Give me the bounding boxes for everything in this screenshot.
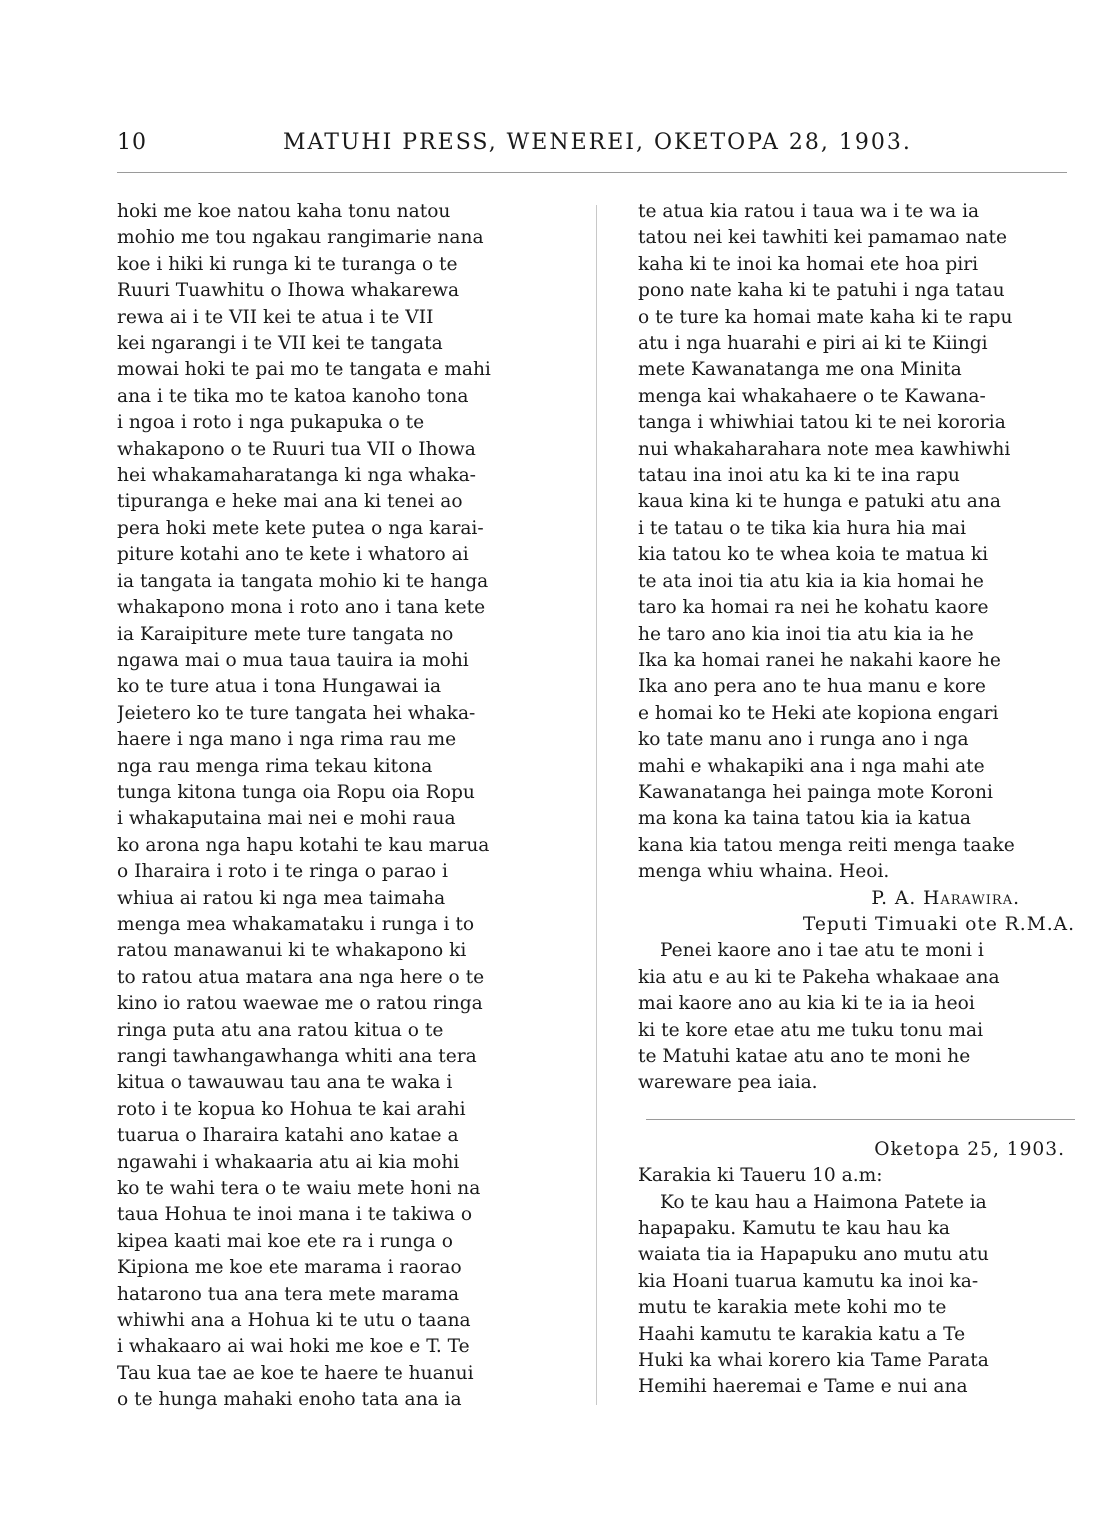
left-column bbox=[117, 199, 549, 1414]
text-line: rangi tawhangawhanga whiti ana tera bbox=[117, 1046, 477, 1067]
signature-name: P. A. Harawira. bbox=[871, 887, 1020, 909]
text-line: kana kia tatou menga reiti menga taake bbox=[638, 834, 1015, 856]
text-line: i ngoa i roto i nga pukapuka o te bbox=[117, 412, 425, 434]
text-line: Jeietero ko te ture tangata hei whaka- bbox=[117, 702, 476, 724]
text-line: menga kai whakahaere o te Kawana- bbox=[638, 385, 986, 407]
text-line: whiwhi ana a Hohua ki te utu o taana bbox=[117, 1310, 471, 1332]
text-line: Karakia ki Taueru 10 a.m: bbox=[638, 1165, 883, 1187]
text-line: koe i hiki ki runga ki te turanga o te bbox=[117, 253, 458, 275]
text-line: kaua kina ki te hunga e patuki atu ana bbox=[638, 491, 1001, 513]
text-line: i te tatau o te tika kia hura hia mai bbox=[638, 517, 967, 539]
text-line: Ika ka homai ranei he nakahi kaore he bbox=[638, 649, 1001, 671]
text-line: hei whakamaharatanga ki nga whaka- bbox=[117, 465, 476, 487]
text-line: Ruuri Tuawhitu o Ihowa whakarewa bbox=[117, 280, 460, 302]
section-separator bbox=[638, 1097, 1075, 1137]
signature-title: Teputi Timuaki ote R.M.A. bbox=[802, 913, 1075, 935]
column-divider bbox=[596, 205, 597, 1405]
page-number: 10 bbox=[117, 130, 147, 155]
text-line: te Matuhi katae atu ano te moni he bbox=[638, 1046, 971, 1067]
text-line: kitua o tawauwau tau ana te waka i bbox=[117, 1072, 453, 1094]
text-line: kaha ki te inoi ka homai ete hoa piri bbox=[638, 253, 979, 275]
text-line: e homai ko te Heki ate kopiona engari bbox=[638, 702, 999, 724]
text-line: mahi e whakapiki ana i nga mahi ate bbox=[638, 755, 985, 777]
text-line: Hemihi haeremai e Tame e nui ana bbox=[638, 1376, 968, 1398]
text-line: kia atu e au ki te Pakeha whakaae ana bbox=[638, 966, 1000, 988]
text-line: he taro ano kia inoi tia atu kia ia he bbox=[638, 623, 974, 645]
text-line: Ika ano pera ano te hua manu e kore bbox=[638, 676, 986, 698]
text-line: ia Karaipiture mete ture tangata no bbox=[117, 623, 454, 645]
text-line: Ko te kau hau a Haimona Patete ia bbox=[660, 1191, 987, 1213]
text-line: Huki ka whai korero kia Tame Parata bbox=[638, 1350, 989, 1372]
text-line: ko arona nga hapu kotahi te kau marua bbox=[117, 834, 490, 856]
text-line: mete Kawanatanga me ona Minita bbox=[638, 359, 962, 381]
text-line: pono nate kaha ki te patuhi i nga tatau bbox=[638, 280, 1005, 302]
text-line: menga whiu whaina. Heoi. bbox=[638, 861, 890, 883]
text-line: mai kaore ano au kia ki te ia ia heoi bbox=[638, 993, 975, 1015]
text-line: i whakaaro ai wai hoki me koe e T. Te bbox=[117, 1336, 470, 1358]
text-line: ana i te tika mo te katoa kanoho tona bbox=[117, 385, 469, 407]
text-line: ko tate manu ano i runga ano i nga bbox=[638, 729, 969, 751]
text-line: kei ngarangi i te VII kei te tangata bbox=[117, 333, 443, 355]
text-line: to ratou atua matara ana nga here o te bbox=[117, 966, 485, 988]
text-line: whiua ai ratou ki nga mea taimaha bbox=[117, 887, 446, 909]
text-line: ngawahi i whakaaria atu ai kia mohi bbox=[117, 1151, 460, 1173]
text-line: tatou nei kei tawhiti kei pamamao nate bbox=[638, 227, 1007, 249]
text-line: hatarono tua ana tera mete marama bbox=[117, 1283, 460, 1305]
text-line: te ata inoi tia atu kia ia kia homai he bbox=[638, 570, 984, 592]
text-line: tuarua o Iharaira katahi ano katae a bbox=[117, 1125, 459, 1147]
text-line: taro ka homai ra nei he kohatu kaore bbox=[638, 597, 989, 619]
text-line: ko te ture atua i tona Hungawai ia bbox=[117, 676, 442, 698]
text-line: kino io ratou waewae me o ratou ringa bbox=[117, 993, 483, 1015]
text-line: o Iharaira i roto i te ringa o parao i bbox=[117, 861, 448, 883]
text-line: nui whakaharahara note mea kawhiwhi bbox=[638, 438, 1011, 460]
text-line: hoki me koe natou kaha tonu natou bbox=[117, 201, 451, 222]
text-line: atu i nga huarahi e piri ai ki te Kiingi bbox=[638, 333, 988, 355]
text-line: piture kotahi ano te kete i whatoro ai bbox=[117, 544, 469, 566]
text-line: i whakaputaina mai nei e mohi raua bbox=[117, 808, 456, 830]
text-line: tatau ina inoi atu ka ki te ina rapu bbox=[638, 465, 960, 487]
text-line: mowai hoki te pai mo te tangata e mahi bbox=[117, 359, 491, 381]
text-line: tipuranga e heke mai ana ki tenei ao bbox=[117, 491, 463, 513]
text-line: o te hunga mahaki enoho tata ana ia bbox=[117, 1389, 462, 1411]
header-rule bbox=[117, 172, 1067, 173]
text-line: kipea kaati mai koe ete ra i runga o bbox=[117, 1230, 453, 1252]
text-line: ma kona ka taina tatou kia ia katua bbox=[638, 808, 971, 830]
text-line: haere i nga mano i nga rima rau me bbox=[117, 729, 457, 751]
text-line: menga mea whakamataku i runga i to bbox=[117, 913, 475, 935]
running-head: MATUHI PRESS, WENEREI, OKETOPA 28, 1903. bbox=[283, 130, 912, 155]
text-line: mutu te karakia mete kohi mo te bbox=[638, 1297, 947, 1319]
text-line: waiata tia ia Hapapuku ano mutu atu bbox=[638, 1244, 989, 1266]
text-line: hapapaku. Kamutu te kau hau ka bbox=[638, 1218, 950, 1240]
text-line: Haahi kamutu te karakia katu a Te bbox=[638, 1323, 966, 1345]
text-line: pera hoki mete kete putea o nga karai- bbox=[117, 517, 484, 539]
text-line: mohio me tou ngakau rangimarie nana bbox=[117, 227, 484, 249]
editor-note bbox=[638, 938, 1075, 1096]
dateline: Oketopa 25, 1903. bbox=[874, 1138, 1065, 1160]
text-line: te atua kia ratou i taua wa i te wa ia bbox=[638, 201, 980, 222]
text-line: wareware pea iaia. bbox=[638, 1072, 818, 1094]
text-line: nga rau menga rima tekau kitona bbox=[117, 755, 433, 777]
text-line: ia tangata ia tangata mohio ki te hanga bbox=[117, 570, 489, 592]
text-line: Kipiona me koe ete marama i raorao bbox=[117, 1257, 462, 1279]
text-line: Tau kua tae ae koe te haere te huanui bbox=[117, 1362, 474, 1384]
text-line: kia tatou ko te whea koia te matua ki bbox=[638, 544, 989, 566]
right-column bbox=[638, 199, 1075, 1401]
text-line: tanga i whiwhiai tatou ki te nei kororia bbox=[638, 412, 1006, 434]
text-line: tunga kitona tunga oia Ropu oia Ropu bbox=[117, 781, 475, 803]
text-line: ko te wahi tera o te waiu mete honi na bbox=[117, 1178, 481, 1200]
text-line: Kawanatanga hei painga mote Koroni bbox=[638, 781, 993, 803]
letter-text bbox=[638, 199, 1075, 886]
text-line: ki te kore etae atu me tuku tonu mai bbox=[638, 1019, 984, 1041]
text-line: taua Hohua te inoi mana i te takiwa o bbox=[117, 1204, 473, 1226]
text-line: whakapono mona i roto ano i tana kete bbox=[117, 597, 486, 619]
text-line: rewa ai i te VII kei te atua i te VII bbox=[117, 306, 434, 328]
text-line: ratou manawanui ki te whakapono ki bbox=[117, 940, 467, 962]
text-line: o te ture ka homai mate kaha ki te rapu bbox=[638, 306, 1013, 328]
text-line: whakapono o te Ruuri tua VII o Ihowa bbox=[117, 438, 476, 460]
text-line: kia Hoani tuarua kamutu ka inoi ka- bbox=[638, 1270, 979, 1292]
text-line: ringa puta atu ana ratou kitua o te bbox=[117, 1019, 444, 1041]
text-line: roto i te kopua ko Hohua te kai arahi bbox=[117, 1098, 466, 1120]
text-line: Penei kaore ano i tae atu te moni i bbox=[660, 940, 984, 962]
text-line: ngawa mai o mua taua tauira ia mohi bbox=[117, 649, 469, 671]
report-text bbox=[638, 1163, 1075, 1401]
